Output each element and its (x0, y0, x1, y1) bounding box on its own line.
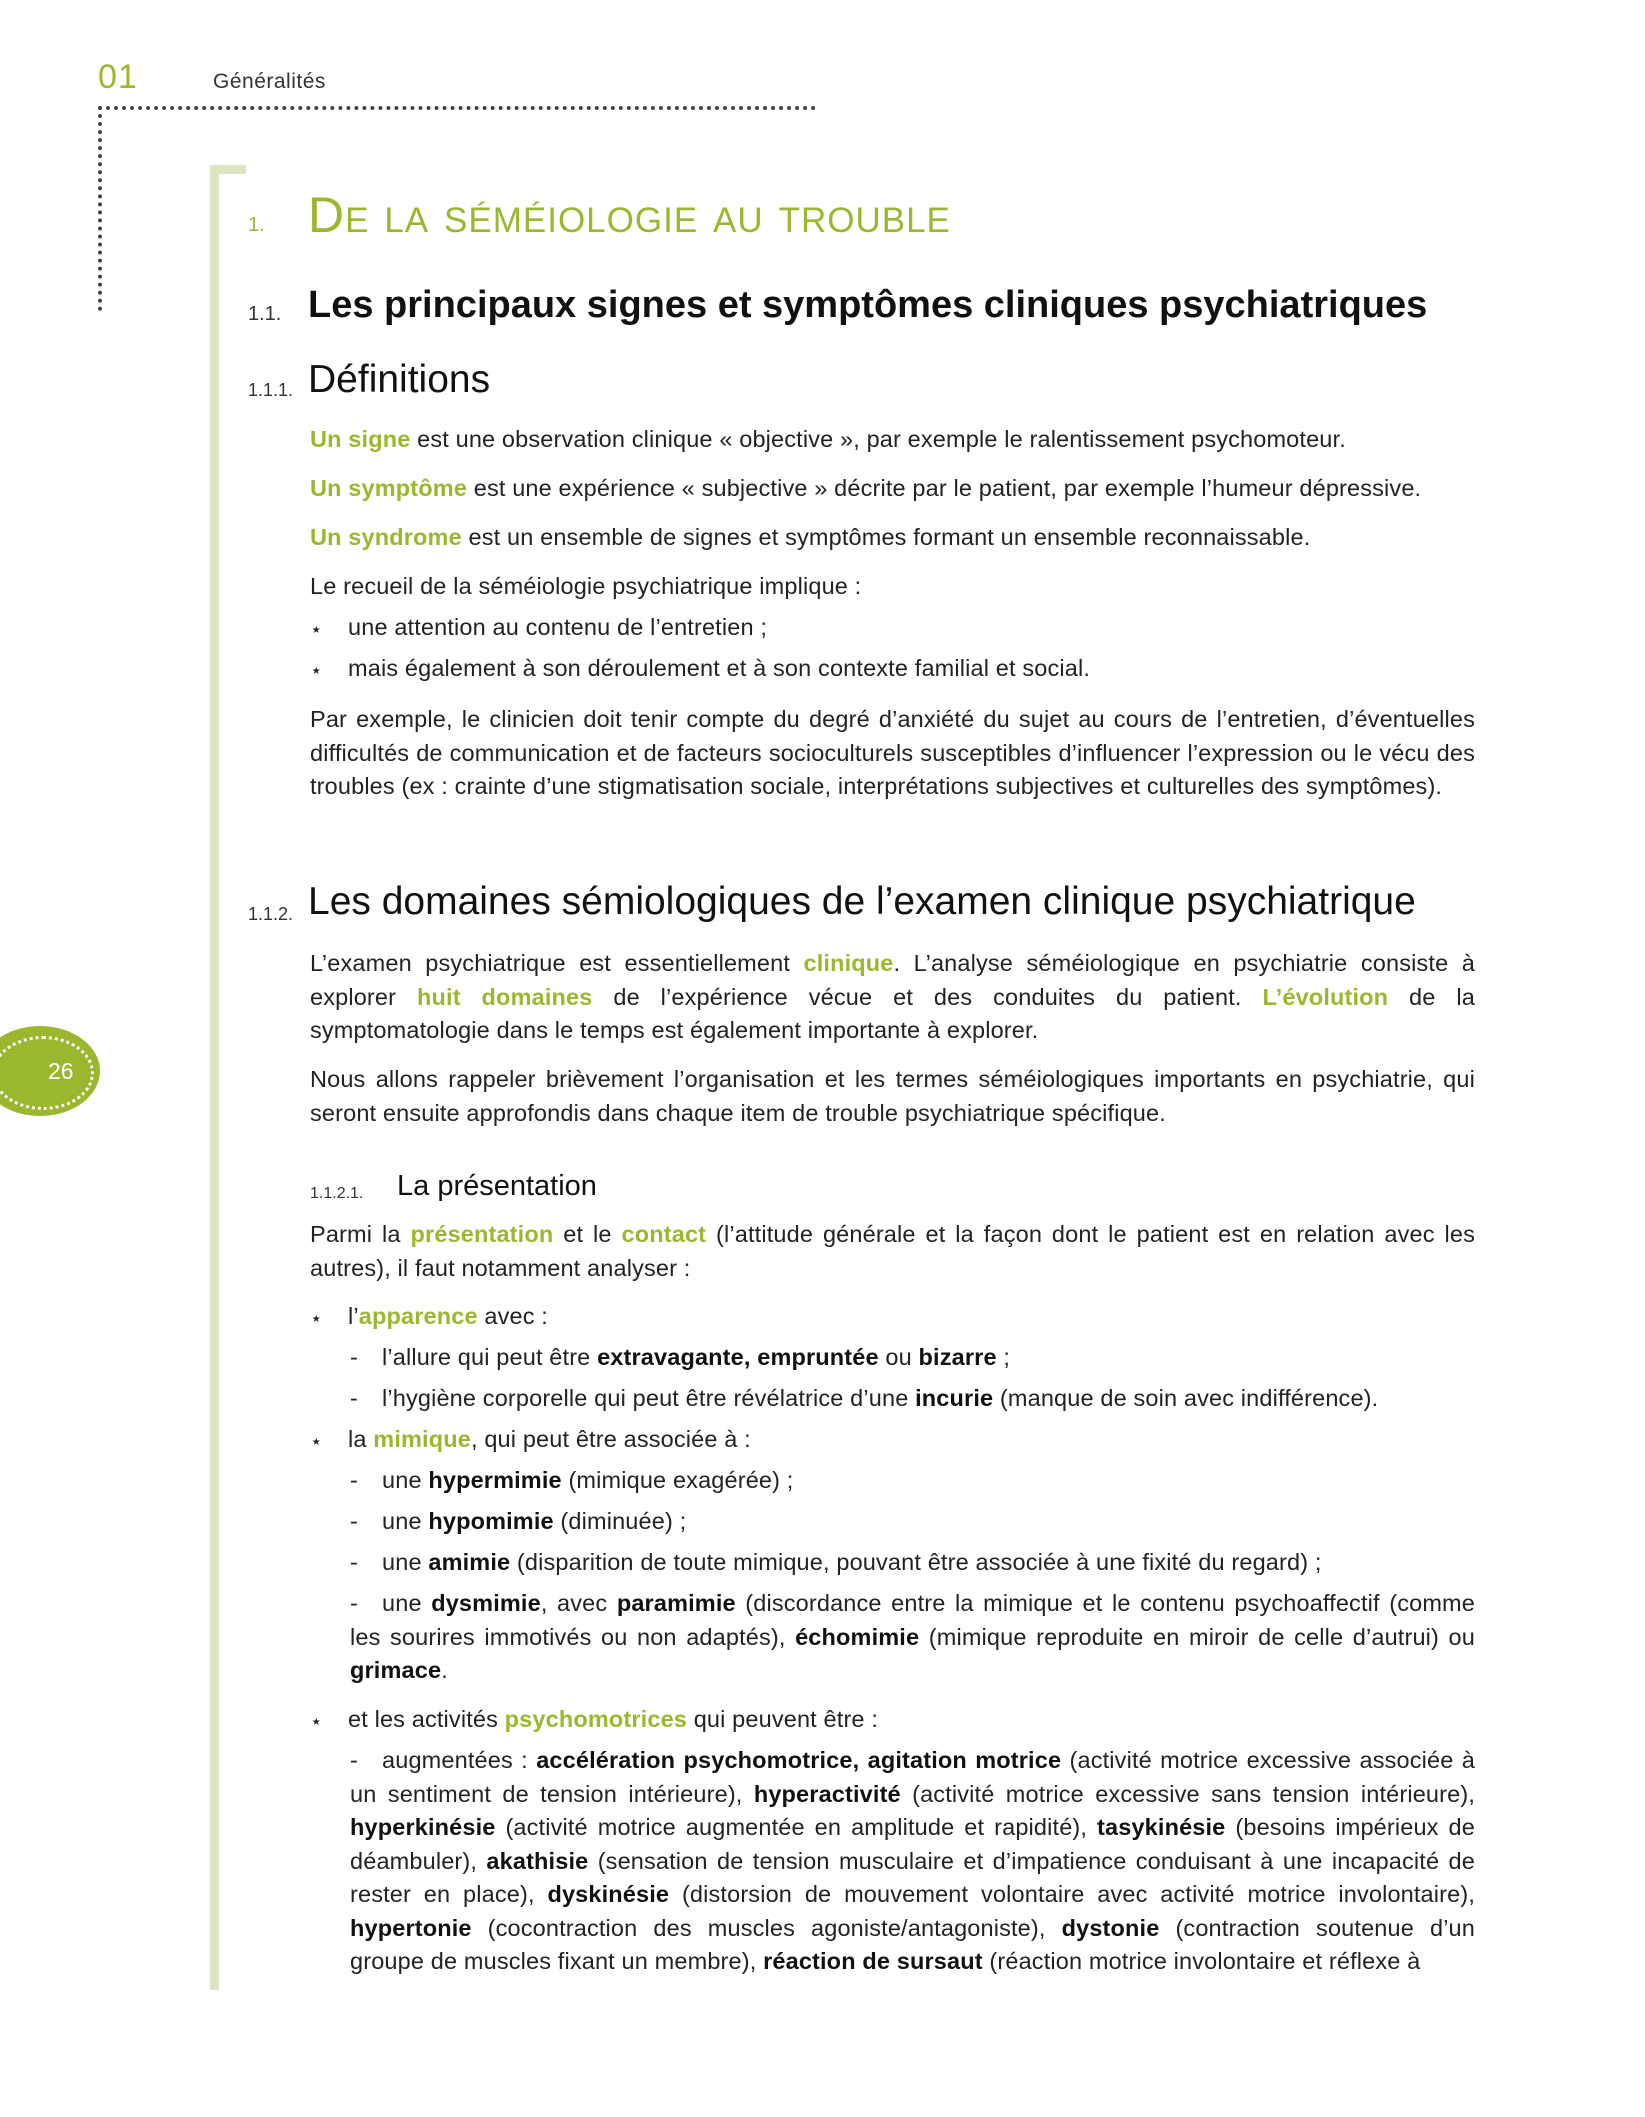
text-run: (réaction motrice involontaire et réflexe à (982, 1948, 1421, 1974)
text-run: une (382, 1549, 429, 1575)
text-run: (contraction soutenue d’un groupe de muscles fixant un membre), (350, 1914, 1476, 1974)
term: paramimie (616, 1590, 736, 1616)
star-bullet-icon: ⋆ (310, 619, 323, 641)
term: extravagante (597, 1344, 744, 1370)
subsubsubsection-title: La présentation (397, 1170, 597, 1202)
text-run: . L’analyse séméiologique en psychiatrie consiste à explorer (310, 950, 1475, 1010)
text-run: et les activités (348, 1706, 505, 1732)
term-psychomotrices: psychomotrices (504, 1706, 688, 1732)
star-bullet-icon: ⋆ (310, 660, 323, 682)
term-syndrome: Un syndrome (310, 524, 462, 550)
text-run: (mimique exagérée) ; (561, 1467, 794, 1493)
text-run: et le (553, 1221, 622, 1247)
term: hypertonie (350, 1914, 472, 1941)
text-run: (sensation de tension musculaire et d’impatience conduisant à une incapacité de rester en place), (350, 1847, 1475, 1907)
list-item: une attention au contenu de l’entretien ; (348, 614, 768, 640)
text-run: de l’expérience vécue et des conduites du patient. (592, 983, 1263, 1010)
star-bullet-icon: ⋆ (310, 1431, 323, 1453)
term-contact: contact (621, 1221, 707, 1247)
paragraph-rappel: Nous allons rappeler brièvement l’organisation et les termes séméiologiques importants en psychiatrie, qui seront ensuite approfondis dans chaque item de trouble psychiatrique spécifique. (310, 1066, 1475, 1126)
section-title: De la séméiologie au trouble (308, 187, 951, 243)
term: hyperkinésie (350, 1814, 496, 1840)
text-run: la (348, 1426, 374, 1452)
term: empruntée (757, 1344, 879, 1370)
term: échomimie (795, 1623, 920, 1650)
text-run: (l’attitude générale et la façon dont le patient est en relation avec les autres), il faut notamment analyser : (310, 1221, 1475, 1281)
term-evolution: L’évolution (1262, 983, 1389, 1010)
term: dysmimie (431, 1590, 541, 1616)
definition-symptome (310, 472, 1421, 506)
term: dyskinésie (547, 1881, 670, 1907)
subsection-number: 1.1. (248, 303, 282, 325)
text-run: , avec (540, 1590, 617, 1616)
subsubsection-number: 1.1.2. (248, 904, 294, 924)
subsubsection-number: 1.1.1. (248, 380, 294, 400)
text-run: (mimique reproduite en miroir de celle d’autrui) ou (919, 1623, 1475, 1650)
paragraph-presentation (310, 1218, 1475, 1285)
page-number: 26 (48, 1058, 74, 1084)
sub-item-hygiene: - l’hygiène corporelle qui peut être révélatrice d’une incurie (manque de soin avec indifférence). (350, 1385, 1379, 1411)
section-bracket (210, 165, 219, 1990)
term: accélération psychomotrice, agitation motrice (536, 1747, 1062, 1773)
term-signe: Un signe (310, 426, 411, 452)
subsubsection-title: Les domaines sémiologiques de l’examen clinique psychiatrique (308, 880, 1416, 923)
text-run: (discordance entre la mimique et le contenu psychoaffectif (comme les sourires immotivés ou non adaptés), (350, 1590, 1475, 1650)
term-presentation: présentation (410, 1221, 554, 1247)
text-run: (disparition de toute mimique, pouvant être associée à une fixité du regard) ; (510, 1549, 1322, 1575)
chapter-number: 01 (98, 58, 138, 96)
term: réaction de sursaut (763, 1948, 983, 1974)
term: dystonie (1061, 1914, 1160, 1941)
term: incurie (915, 1385, 994, 1411)
term-symptome: Un symptôme (310, 475, 468, 501)
definition-text: est une expérience « subjective » décrite par le patient, par exemple l’humeur dépressive. (467, 475, 1422, 501)
text-run: augmentées : (382, 1747, 537, 1773)
text-run: (diminuée) ; (553, 1508, 687, 1534)
star-bullet-icon: ⋆ (310, 1308, 323, 1330)
list-item-mimique (348, 1423, 751, 1457)
paragraph-examen (310, 947, 1475, 1048)
sub-item-dysmimie: - une dysmimie, avec paramimie (discordance entre la mimique et le contenu psychoaffectif (comme les sourires immotivés ou non adaptés), échomimie (mimique reproduite en miroir de celle d’autrui) ou grimace. (350, 1590, 1475, 1683)
term-mimique: mimique (373, 1426, 471, 1452)
text-run: . (441, 1657, 448, 1683)
chapter-title: Généralités (213, 70, 326, 93)
definition-text: est un ensemble de signes et symptômes formant un ensemble reconnaissable. (461, 524, 1311, 550)
text-run: (activité motrice excessive associée à un sentiment de tension intérieure), (350, 1747, 1475, 1807)
text-run: une (382, 1467, 429, 1493)
text-run: ou (878, 1344, 919, 1370)
term-huit-domaines: huit domaines (417, 983, 593, 1010)
text-run: L’examen psychiatrique est essentiellement (310, 950, 804, 976)
text-run: l’hygiène corporelle qui peut être révélatrice d’une (382, 1385, 916, 1411)
text-run: , (743, 1344, 758, 1370)
section-bracket-top (210, 165, 246, 174)
text-run: (activité motrice excessive sans tension intérieure), (900, 1780, 1475, 1807)
paragraph-exemple: Par exemple, le clinicien doit tenir compte du degré d’anxiété du sujet au cours de l’entretien, d’éventuelles difficultés de communication et de facteurs socioculturels susceptibles d’influencer l’expression ou le vécu des troubles (ex : crainte d’une stigmatisation sociale, interprétations subjectives et culturelles des symptômes). (310, 706, 1475, 799)
text-run: (cocontraction des muscles agoniste/antagoniste), (471, 1914, 1062, 1941)
text-run: (distorsion de mouvement volontaire avec activité motrice involontaire), (669, 1881, 1475, 1907)
term-clinique: clinique (803, 950, 894, 976)
star-bullet-icon: ⋆ (310, 1711, 323, 1733)
term: tasykinésie (1097, 1814, 1226, 1840)
sub-item-augmentees: - augmentées : accélération psychomotrice, agitation motrice (activité motrice excessive associée à un sentiment de tension intérieure), hyperactivité (activité motrice excessive sans tension intérieure), hyperkinésie (activité motrice augmentée en amplitude et rapidité), tasykinésie (besoins impérieux de déambuler), akathisie (sensation de tension musculaire et d’impatience conduisant à une incapacité de rester en place), dyskinésie (distorsion de mouvement volontaire avec activité motrice involontaire), hypertonie (cocontraction des muscles agoniste/antagoniste), dystonie (contraction soutenue d’un groupe de muscles fixant un membre), réaction de sursaut (réaction motrice involontaire et réflexe à (350, 1747, 1476, 1974)
term: akathisie (486, 1847, 589, 1874)
text-run: qui peuvent être : (687, 1706, 878, 1732)
term: hyperactivité (753, 1780, 901, 1807)
text-run: une (382, 1590, 432, 1616)
sub-item-amimie: - une amimie (disparition de toute mimique, pouvant être associée à une fixité du regard) ; (350, 1549, 1322, 1575)
sub-item-hypermimie: - une hypermimie (mimique exagérée) ; (350, 1467, 794, 1493)
text-run: une (382, 1508, 429, 1534)
term-apparence: apparence (358, 1303, 478, 1329)
sub-item-allure: - l’allure qui peut être extravagante, empruntée ou bizarre ; (350, 1344, 1011, 1370)
text-run: (besoins impérieux de déambuler), (350, 1814, 1475, 1874)
text-run: avec : (477, 1303, 548, 1329)
term: hypermimie (428, 1467, 562, 1493)
term: amimie (428, 1549, 511, 1575)
sub-item-hypomimie: - une hypomimie (diminuée) ; (350, 1508, 687, 1534)
header-dotted-vertical-rule (98, 106, 102, 311)
list-item: mais également à son déroulement et à son contexte familial et social. (348, 655, 1091, 681)
subsubsubsection-number: 1.1.2.1. (310, 1185, 364, 1202)
subsubsection-title: Définitions (308, 358, 491, 401)
header-dotted-rule (98, 106, 816, 110)
text-run: ; (996, 1344, 1011, 1370)
text-run: (manque de soin avec indifférence). (993, 1385, 1379, 1411)
list-item-apparence (348, 1300, 548, 1334)
definition-text: est une observation clinique « objective », par exemple le ralentissement psychomoteur. (410, 426, 1346, 452)
list-item-psychomotrices (348, 1703, 878, 1737)
text-run: l’allure qui peut être (382, 1344, 598, 1370)
definition-syndrome (310, 521, 1310, 555)
text-run: Parmi la (310, 1221, 411, 1247)
text-run: , qui peut être associée à : (470, 1426, 751, 1452)
term: grimace (350, 1657, 442, 1683)
recueil-intro: Le recueil de la séméiologie psychiatrique implique : (310, 573, 862, 599)
text-run: l’ (348, 1303, 359, 1329)
subsection-title: Les principaux signes et symptômes cliniques psychiatriques (308, 284, 1428, 326)
text-run: (activité motrice augmentée en amplitude et rapidité), (495, 1814, 1098, 1840)
section-number: 1. (248, 214, 265, 236)
term: hypomimie (428, 1508, 554, 1534)
definition-signe (310, 423, 1346, 457)
term: bizarre (918, 1344, 997, 1370)
text-run: de la symptomatologie dans le temps est également importante à explorer. (310, 983, 1475, 1043)
